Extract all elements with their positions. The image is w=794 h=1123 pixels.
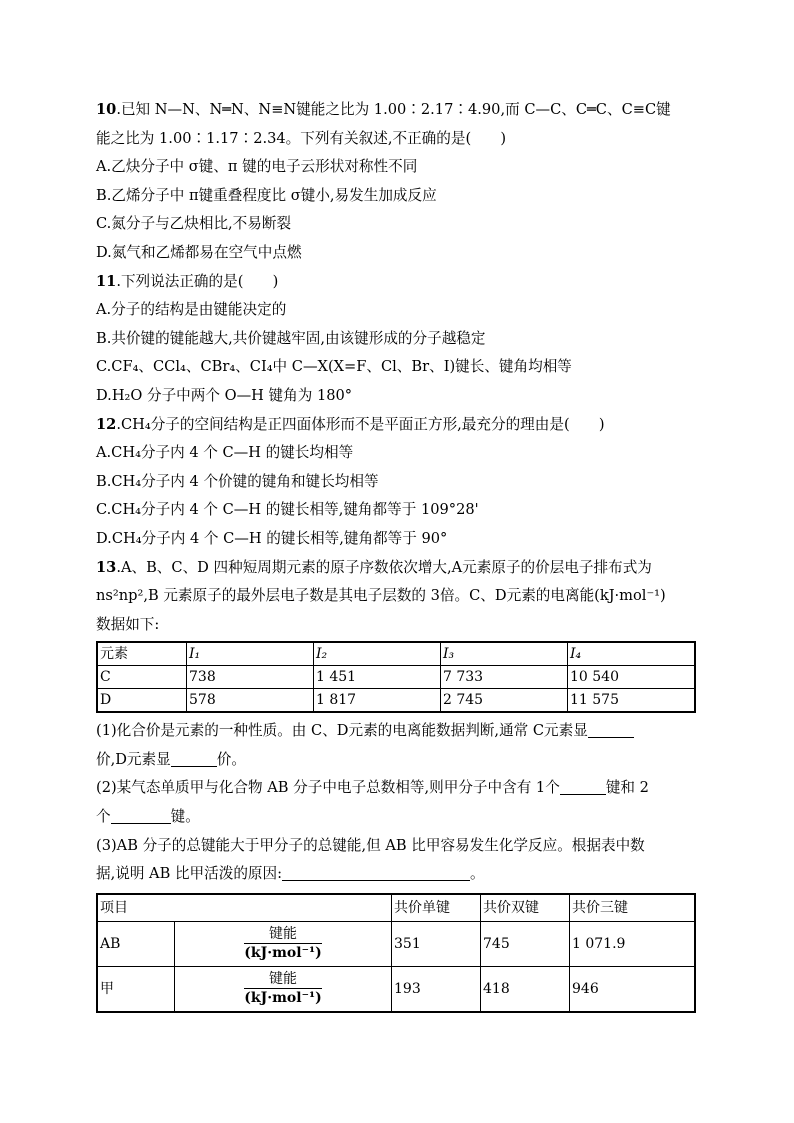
table-cell: 946: [570, 966, 696, 1012]
table-header-cell: 项目: [97, 894, 392, 922]
question-11: [96, 268, 700, 411]
bond-energy-unit-cell: [175, 921, 392, 966]
table-header-cell: 元素: [97, 642, 187, 666]
table-cell: 738: [187, 666, 314, 689]
table-cell: 745: [481, 921, 570, 966]
table-row: [97, 666, 695, 689]
bond-energy-fraction: $\frac{\text{键能}}{\text{(kJ·mol⁻¹)}}$: [244, 925, 322, 961]
ionization-energy-table: [96, 641, 696, 713]
q13-number: 13: [96, 558, 117, 576]
q10-option-a: A.乙炔分子中 σ键、π 键的电子云形状对称性不同: [96, 158, 418, 176]
table-header-cell: I₄: [568, 642, 696, 666]
answer-blank[interactable]: [588, 719, 634, 738]
table-cell: 1 071.9: [570, 921, 696, 966]
question-12: [96, 411, 700, 554]
q10-stem-line1: 10.已知 N—N、N═N、N≡N键能之比为 1.00∶2.17∶4.90,而 C—C、C═C、C≡C键: [96, 101, 671, 118]
q10-option-d: D.氮气和乙烯都易在空气中点燃: [96, 243, 302, 261]
table-cell: AB: [97, 921, 175, 966]
q12-option-d: D.CH₄分子内 4 个 C—H 的键长相等,键角都等于 90°: [96, 529, 448, 547]
table-cell: 351: [392, 921, 481, 966]
answer-blank[interactable]: [171, 748, 217, 767]
q12-option-c: C.CH₄分子内 4 个 C—H 的键长相等,键角都等于 109°28': [96, 501, 479, 519]
q13-part2-line1: (2)某气态单质甲与化合物 AB 分子中电子总数相等,则甲分子中含有 1个 键和 2: [96, 774, 700, 803]
table-header-cell: 共价三键: [570, 894, 696, 922]
answer-blank[interactable]: [282, 862, 470, 881]
q13-part3-line2: 据,说明 AB 比甲活泼的原因: 。: [96, 860, 700, 889]
table-cell: 甲: [97, 966, 175, 1012]
q12-stem: 12.CH₄分子的空间结构是正四面体形而不是平面正方形,最充分的理由是( ): [96, 415, 605, 433]
question-13: [96, 554, 700, 1013]
q10-option-b: B.乙烯分子中 π键重叠程度比 σ键小,易发生加成反应: [96, 186, 437, 204]
q13-stem-line2: ns²np²,B 元素原子的最外层电子数是其电子层数的 3倍。C、D元素的电离能(kJ·mol⁻¹): [96, 587, 666, 605]
table-header-cell: 共价双键: [481, 894, 570, 922]
table-header-row: [97, 894, 695, 922]
table-cell: 10 540: [568, 666, 696, 689]
document-page: [96, 96, 700, 1013]
table-cell: 578: [187, 689, 314, 713]
table-cell: C: [97, 666, 187, 689]
q13-part3-line1: (3)AB 分子的总键能大于甲分子的总键能,但 AB 比甲容易发生化学反应。根据表中数: [96, 836, 645, 854]
q12-option-b: B.CH₄分子内 4 个价键的键角和键长均相等: [96, 472, 379, 490]
table-cell: 193: [392, 966, 481, 1012]
q10-number: 10: [96, 101, 117, 118]
answer-blank[interactable]: [111, 805, 171, 824]
bond-energy-unit-cell: [175, 966, 392, 1012]
q11-option-a: A.分子的结构是由键能决定的: [96, 301, 287, 319]
table-row: [97, 921, 695, 966]
q13-part1-line2: 价,D元素显 价。: [96, 746, 700, 775]
q12-option-a: A.CH₄分子内 4 个 C—H 的键长均相等: [96, 444, 354, 462]
table-header-cell: 共价单键: [392, 894, 481, 922]
table-header-cell: I₃: [441, 642, 568, 666]
table-cell: 418: [481, 966, 570, 1012]
q13-part1-line1: (1)化合价是元素的一种性质。由 C、D元素的电离能数据判断,通常 C元素显: [96, 717, 700, 746]
table-cell: 1 817: [314, 689, 441, 713]
table-cell: 7 733: [441, 666, 568, 689]
q11-option-c: C.CF₄、CCl₄、CBr₄、CI₄中 C—X(X=F、Cl、Br、I)键长、键角均相等: [96, 358, 572, 376]
table-header-cell: I₁: [187, 642, 314, 666]
table-row: [97, 966, 695, 1012]
q13-part2-line2: 个 键。: [96, 803, 700, 832]
q10-option-c: C.氮分子与乙炔相比,不易断裂: [96, 215, 292, 233]
q11-option-b: B.共价键的键能越大,共价键越牢固,由该键形成的分子越稳定: [96, 329, 486, 347]
bond-energy-fraction: $\frac{\text{键能}}{\text{(kJ·mol⁻¹)}}$: [244, 970, 322, 1006]
q13-stem-line1: 13.A、B、C、D 四种短周期元素的原子序数依次增大,A元素原子的价层电子排布式为: [96, 558, 652, 576]
q11-stem: 11.下列说法正确的是( ): [96, 272, 279, 290]
table-row: [97, 689, 695, 713]
table-header-cell: I₂: [314, 642, 441, 666]
table-cell: 1 451: [314, 666, 441, 689]
bond-energy-table: [96, 893, 696, 1013]
q11-number: 11: [96, 272, 117, 290]
table-header-row: [97, 642, 695, 666]
question-10: [96, 96, 700, 268]
table-cell: 11 575: [568, 689, 696, 713]
q11-option-d: D.H₂O 分子中两个 O—H 键角为 180°: [96, 386, 353, 404]
q10-stem-line2: 能之比为 1.00∶1.17∶2.34。下列有关叙述,不正确的是( ): [96, 129, 507, 147]
q13-stem-line3: 数据如下:: [96, 615, 160, 633]
answer-blank[interactable]: [560, 776, 606, 795]
table-cell: 2 745: [441, 689, 568, 713]
table-cell: D: [97, 689, 187, 713]
q12-number: 12: [96, 415, 117, 433]
